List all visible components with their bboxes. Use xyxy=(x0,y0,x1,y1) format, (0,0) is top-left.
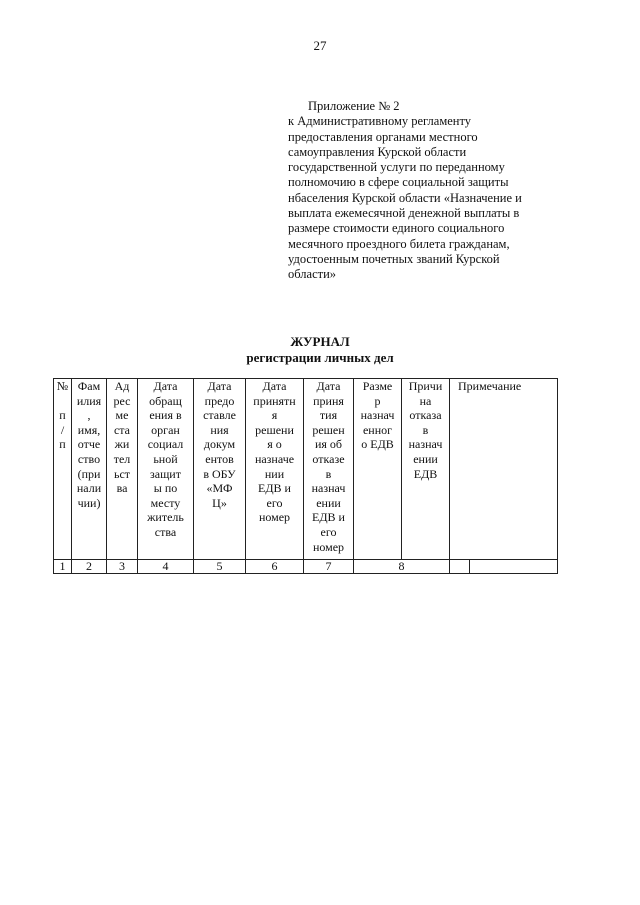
number-cell: 3 xyxy=(107,560,138,574)
header-cell-decision-date: Дата принятн я решени я о назначе нии ЕДВ и его номер xyxy=(246,379,304,560)
number-cell xyxy=(450,560,470,574)
registration-table xyxy=(53,378,558,574)
number-cell: 1 xyxy=(54,560,72,574)
number-cell: 6 xyxy=(246,560,304,574)
number-cell xyxy=(470,560,558,574)
appendix-heading: Приложение № 2 xyxy=(308,99,400,113)
header-cell-address: Ад рес ме ста жи тел ьст ва xyxy=(107,379,138,560)
page-number: 27 xyxy=(313,38,327,53)
appendix-line: нбаселения Курской области «Назначение и xyxy=(288,190,522,205)
header-cell-documents-date: Дата предо ставле ния докум ентов в ОБУ «МФ Ц» xyxy=(194,379,246,560)
number-cell: 7 xyxy=(304,560,354,574)
appendix-line: выплата ежемесячной денежной выплаты в xyxy=(288,206,520,221)
appendix-block xyxy=(288,99,558,283)
journal-title-sub: регистрации личных дел xyxy=(246,350,394,365)
appendix-line: области» xyxy=(288,267,337,282)
header-cell-name: Фам илия , имя, отче ство (при нали чии) xyxy=(72,379,107,560)
header-cell-application-date: Дата обращ ения в орган социал ьной защит ы по месту житель ства xyxy=(138,379,194,560)
header-cell-amount: Разме р назнач енног о ЕДВ xyxy=(354,379,402,560)
number-cell: 8 xyxy=(354,560,450,574)
appendix-line: самоуправления Курской области xyxy=(288,144,467,159)
appendix-line: предоставления органами местного xyxy=(288,129,478,144)
table-header-row xyxy=(54,379,558,560)
header-cell-number: № п / п xyxy=(54,379,72,560)
number-cell: 2 xyxy=(72,560,107,574)
appendix-line: государственной услуги по переданному xyxy=(288,160,505,175)
appendix-line: месячного проездного билета гражданам, xyxy=(288,236,510,251)
appendix-line: размере стоимости единого социального xyxy=(288,221,505,236)
table-number-row xyxy=(54,560,558,574)
header-cell-refusal-date: Дата приня тия решен ия об отказе в назнач ении ЕДВ и его номер xyxy=(304,379,354,560)
header-cell-refusal-reason: Причи на отказа в назнач ении ЕДВ xyxy=(402,379,450,560)
appendix-line: удостоенным почетных званий Курской xyxy=(288,251,500,266)
number-cell: 5 xyxy=(194,560,246,574)
appendix-line: полномочию в сфере социальной защиты xyxy=(288,175,509,190)
journal-title xyxy=(0,334,640,366)
journal-title-main: ЖУРНАЛ xyxy=(290,334,350,349)
number-cell: 4 xyxy=(138,560,194,574)
header-cell-note: Примечание xyxy=(450,379,558,560)
appendix-line: к Административному регламенту xyxy=(288,114,472,129)
